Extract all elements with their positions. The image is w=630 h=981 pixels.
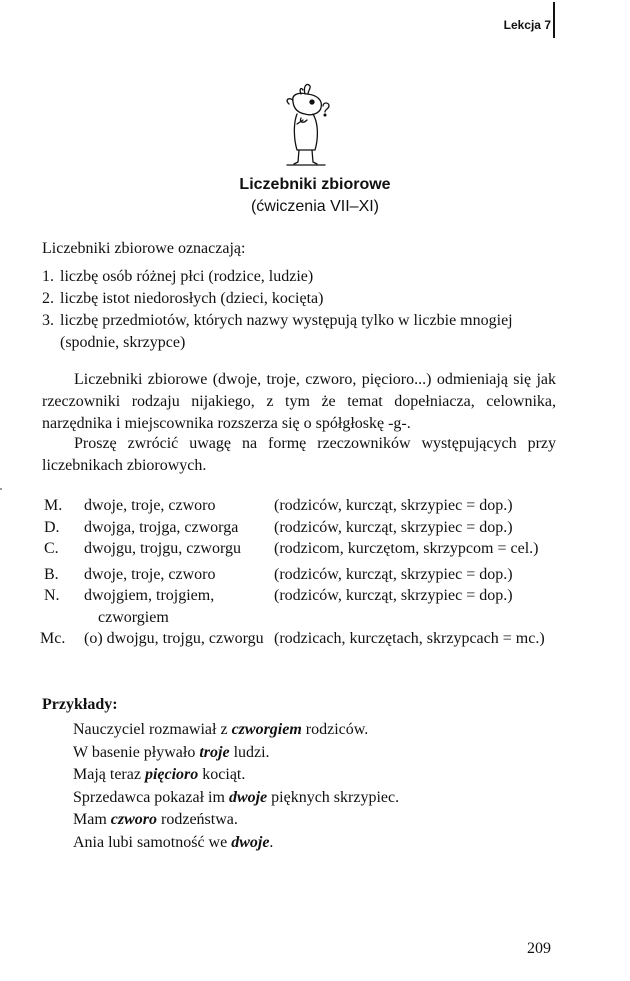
meanings-list (42, 266, 562, 354)
example-numeral: troje (199, 743, 230, 761)
list-item-text: liczbę istot niedorosłych (dzieci, kocięta) (60, 290, 324, 307)
case-forms: dwojgiem, trojgiem, czworgiem (84, 587, 215, 626)
case-label: B. (44, 565, 59, 583)
example-text: rodziców. (301, 721, 369, 738)
paragraph-declension (42, 369, 556, 435)
table-row (44, 585, 564, 628)
thinking-mascot-icon (277, 80, 335, 168)
example-text: kociąt. (198, 766, 246, 783)
example-text: Ania lubi samotność we (73, 833, 232, 851)
case-label: M. (44, 497, 63, 514)
example-numeral: dwoje (228, 788, 268, 806)
case-label: Mc. (40, 630, 66, 647)
header-rule (553, 2, 555, 38)
example-text: Mam (73, 811, 111, 828)
example-text: ludzi. (229, 743, 270, 761)
list-item-number: 1. (42, 268, 54, 285)
examples-list (73, 719, 399, 854)
table-row (44, 517, 564, 539)
list-item-number: 2. (42, 290, 54, 307)
example-sentence (73, 809, 399, 832)
example-text: . (269, 833, 274, 851)
case-label: C. (44, 540, 59, 557)
example-sentence (73, 787, 399, 810)
example-sentence (73, 832, 399, 855)
example-text: Sprzedawca pokazał im (73, 788, 229, 806)
case-nouns: (rodzicom, kurczętom, skrzypcom = cel.) (274, 540, 539, 557)
case-nouns: (rodziców, kurcząt, skrzypiec = dop.) (274, 497, 513, 514)
intro-text: Liczebniki zbiorowe oznaczają: (42, 240, 246, 257)
table-row (44, 538, 564, 560)
case-label: N. (44, 587, 60, 604)
paragraph-note (42, 433, 556, 477)
case-forms: (o) dwojgu, trojgu, czworgu (84, 630, 264, 647)
example-sentence (73, 742, 399, 765)
case-forms: dwojga, trojga, czworga (84, 518, 239, 536)
list-item-number: 3. (42, 312, 54, 329)
section-title: Liczebniki zbiorowe (239, 176, 391, 193)
case-forms: dwoje, troje, czworo (84, 565, 216, 583)
case-nouns: (rodziców, kurcząt, skrzypiec = dop.) (274, 565, 513, 583)
example-numeral: czworgiem (231, 721, 302, 738)
example-numeral: pięcioro (144, 766, 199, 783)
list-item (42, 266, 562, 288)
case-forms: dwojgu, trojgu, czworgu (84, 540, 242, 557)
case-label: D. (44, 518, 60, 536)
example-text: Nauczyciel rozmawiał z (73, 721, 232, 738)
example-text: rodzeństwa. (157, 811, 238, 828)
example-sentence (73, 764, 399, 787)
example-text: Mają teraz (73, 766, 145, 783)
example-numeral: czworo (110, 811, 158, 828)
page-number: 209 (527, 940, 551, 957)
margin-dot (0, 488, 2, 490)
case-nouns: (rodzicach, kurczętach, skrzypcach = mc.) (274, 630, 545, 647)
paragraph-declension-text: Liczebniki zbiorowe (dwoje, troje, czworo, pięcioro...) odmieniają się jak rzeczowniki rodzaju nijakiego, z tym że temat dopełniacza, celownika, narzędnika i miejscownika rozszerza się o spółgłoskę -g-. (42, 371, 556, 432)
example-text: pięknych skrzypiec. (267, 788, 400, 806)
list-item-text: liczbę osób różnej płci (rodzice, ludzie) (60, 268, 314, 285)
case-nouns: (rodziców, kurcząt, skrzypiec = dop.) (274, 518, 513, 536)
example-sentence (73, 719, 399, 742)
example-numeral: dwoje (231, 833, 270, 851)
table-row (44, 564, 564, 586)
table-row (44, 495, 564, 517)
examples-heading: Przykłady: (42, 696, 118, 713)
lesson-header: Lekcja 7 (503, 18, 551, 32)
table-row (40, 628, 564, 650)
example-text: W basenie pływało (73, 743, 200, 761)
list-item-text: liczbę przedmiotów, których nazwy występują tylko w liczbie mnogiej (spodnie, skrzypce) (60, 312, 513, 351)
paragraph-note-text: Proszę zwrócić uwagę na formę rzeczowników występujących przy liczebnikach zbiorowych. (42, 435, 556, 474)
case-forms: dwoje, troje, czworo (84, 497, 216, 514)
declension-table (40, 495, 564, 650)
case-nouns: (rodziców, kurcząt, skrzypiec = dop.) (274, 587, 513, 604)
list-item (42, 310, 562, 354)
list-item (42, 288, 562, 310)
section-subtitle: (ćwiczenia VII–XI) (250, 198, 380, 215)
